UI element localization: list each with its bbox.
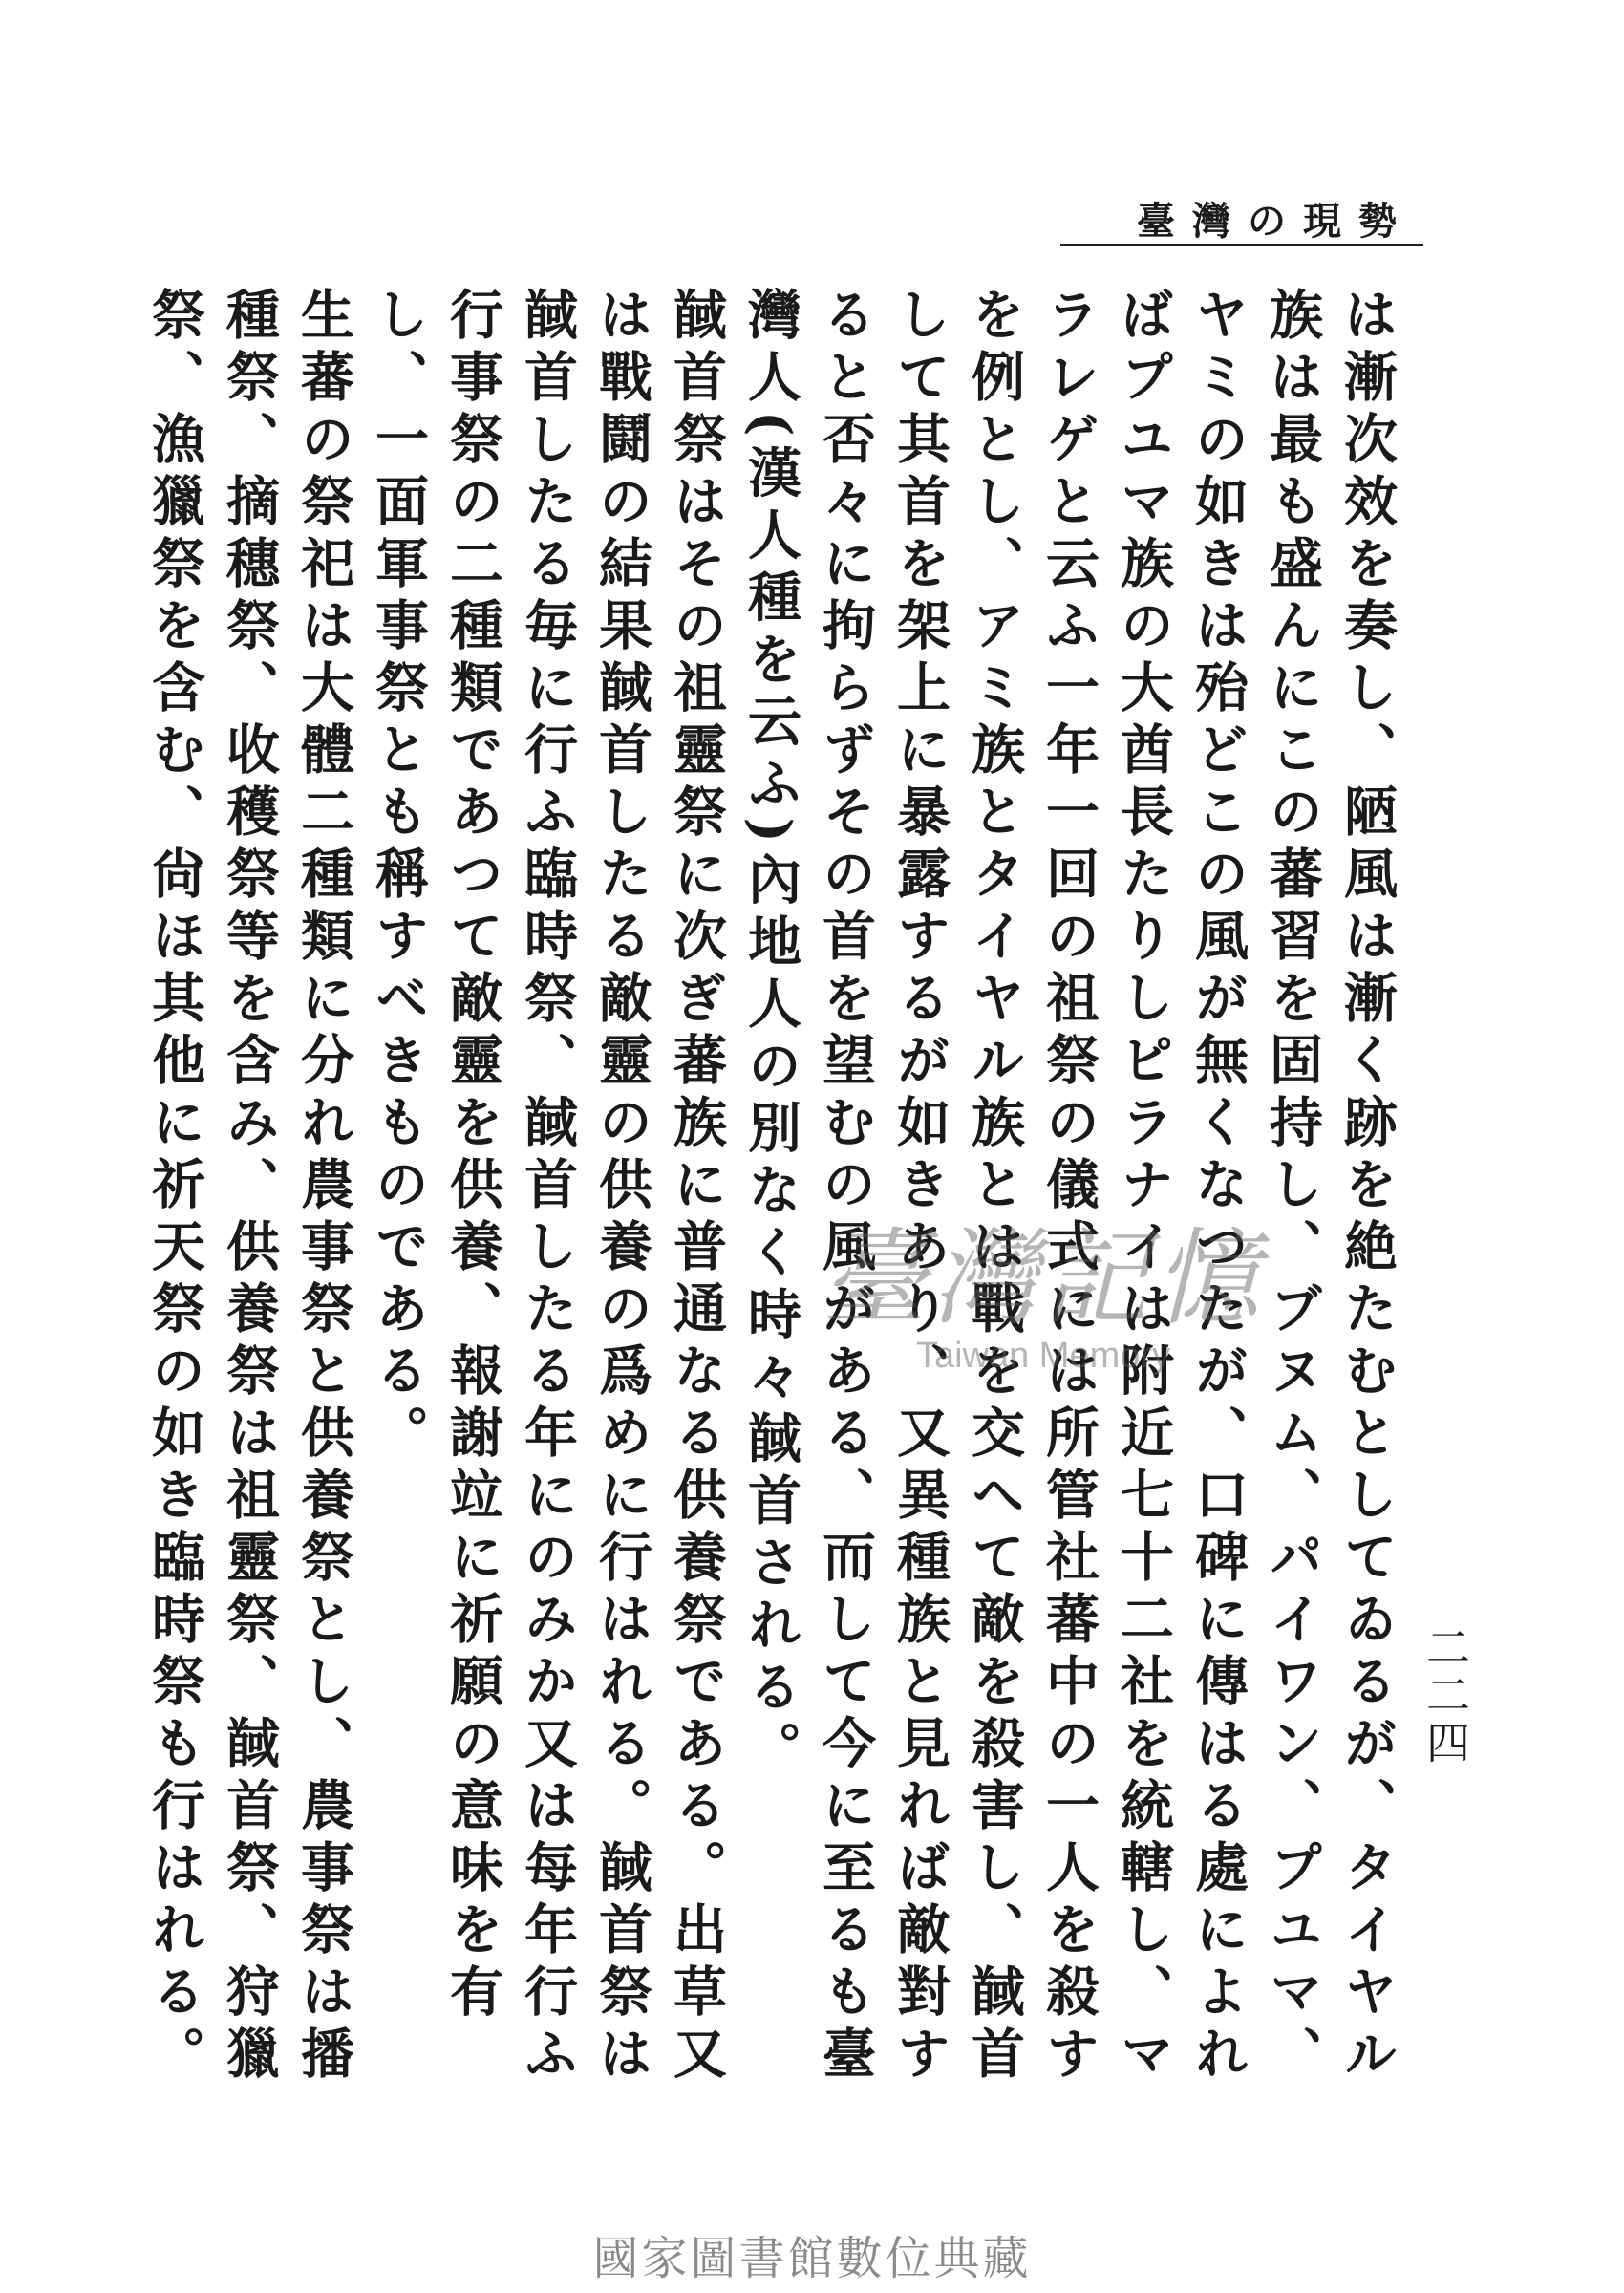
footer-label: 國家圖書館數位典藏: [592, 2232, 1032, 2285]
paragraph-1: は漸次效を奏し、陋風は漸く跡を絶たむとしてゐるが、タイヤル族は最も盛んにこの蕃習を固持し、ブヌム、パイワン、プユマ、ヤミの如きは殆どこの風が無くなつたが、口碑に傳はる處によればプユマ族の大酋長たりしピラナイは附近七十二社を統轄し、マラレゲと云ふ一年一回の祖祭の儀式には所管社蕃中の一人を殺すを例とし、アミ族とタイヤル族とは戰を交へて敵を殺害し、馘首して其首を架上に暴露するが如きあり、又異種族と見れば敵對すると否々に拘らずその首を望むの風がある、而して今に至るも臺灣人(漢人種を云ふ)內地人の別なく時々馘首される。: [739, 287, 1399, 2088]
header-divider: [1060, 244, 1423, 246]
watermark-english: Taiwan Memory: [915, 1336, 1171, 1376]
watermark: [822, 1194, 1265, 1377]
paragraph-2: 馘首祭はその祖靈祭に次ぎ蕃族に普通なる供養祭である。出草又は戰鬪の結果馘首したる敵靈の供養の爲めに行はれる。馘首祭は馘首したる毎に行ふ臨時祭、馘首したる年にのみか又は每年行ふ行事祭の二種類であつて敵靈を供養、報謝竝に祈願の意味を有し、一面軍事祭とも稱すべきものである。: [367, 287, 728, 2088]
paragraph-3: 生蕃の祭祀は大體二種類に分れ農事祭と供養祭とし、農事祭は播種祭、摘穗祭、收穫祭等を含み、供養祭は祖靈祭、馘首祭、狩獵祭、漁獵祭を含む、尙ほ其他に祈天祭の如き臨時祭も行はれる。: [143, 287, 355, 2088]
page-number: 二二四: [1420, 1624, 1471, 1768]
running-header-title: 臺灣の現勢: [1137, 199, 1414, 244]
watermark-chinese: 臺灣記憶: [822, 1217, 1265, 1339]
